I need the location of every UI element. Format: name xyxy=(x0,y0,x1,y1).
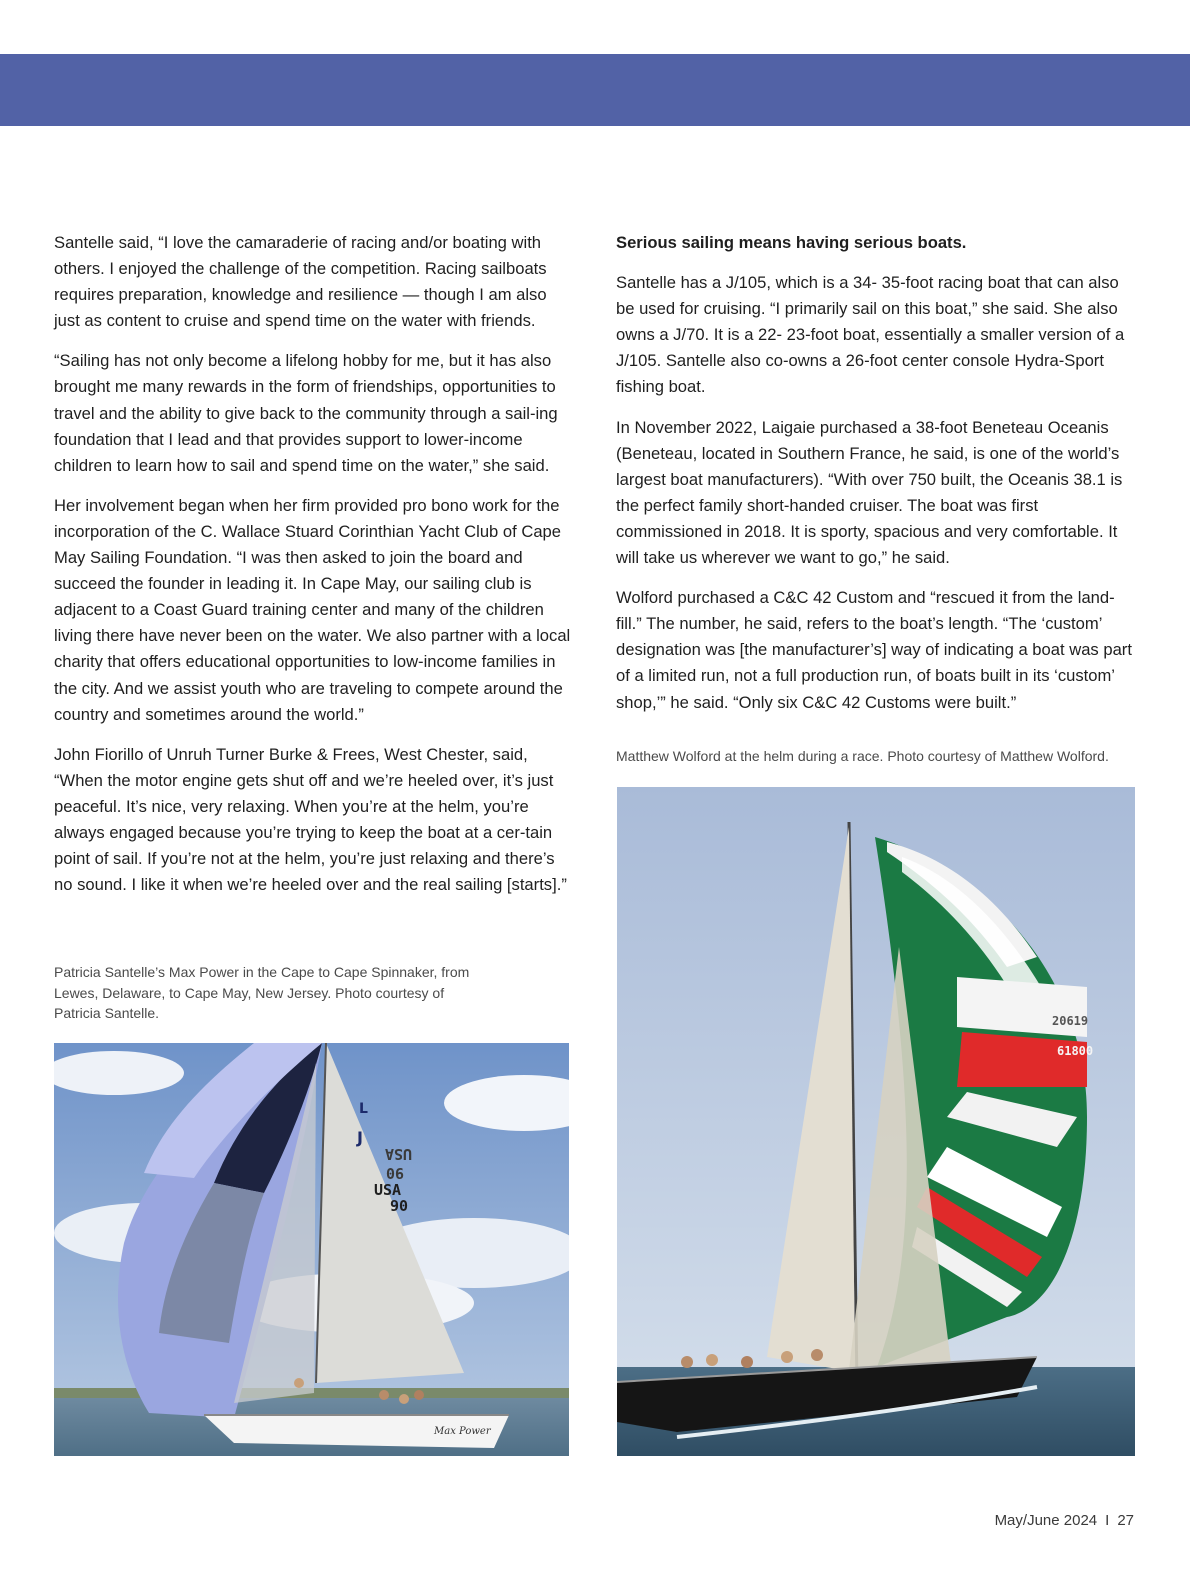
photo-wolford-sailboat xyxy=(617,787,1135,1456)
photo-caption-wolford: Matthew Wolford at the helm during a race. Photo courtesy of Matthew Wolford. xyxy=(616,748,1109,764)
photo-caption-santelle: Patricia Santelle’s Max Power in the Cape to Cape Spinnaker, from Lewes, Delaware, to Cape May, New Jersey. Photo courtesy of Patricia Santelle. xyxy=(54,964,470,1021)
header-banner xyxy=(0,54,1190,126)
article-paragraph: Wolford purchased a C&C 42 Custom and “rescued it from the land-fill.” The number, he said, refers to the boat’s length. “The ‘custom’ designation was [the manufacturer’s] way of indicating a boat was part of a limited run, not a full production run, of boats built in its ‘custom’ shop,’” he said. “Only six C&C 42 Customs were built.” xyxy=(616,588,1132,712)
page-number: 27 xyxy=(1117,1512,1134,1529)
sail-number-reverse: 90 xyxy=(385,1164,404,1182)
article-paragraph: John Fiorillo of Unruh Turner Burke & Frees, West Chester, said, “When the motor engine gets shut off and we’re heeled over, it’s just peaceful. It’s nice, very relaxing. When you’re at the helm, you’re always engaged because you’re trying to keep the boat at a cer-tain point of sail. If you’re not at the helm, you’re just relaxing and there’s no sound. I like it when we’re heeled over and the real sailing [starts].” xyxy=(54,744,567,895)
issue-date: May/June 2024 xyxy=(994,1512,1098,1529)
sail-number-reverse: USA xyxy=(384,1145,412,1163)
section-subhead: Serious sailing means having serious boats. xyxy=(616,233,967,252)
sail-number: 90 xyxy=(390,1197,409,1215)
sail-letter-j: J xyxy=(357,1128,363,1147)
article-paragraph: In November 2022, Laigaie purchased a 38-foot Beneteau Oceanis (Beneteau, located in Southern France, he said, is one of the world’s largest boat manufacturers). “With over 750 built, the Oceanis 38.1 is the perfect family short-handed cruiser. The boat was first commissioned in 2018. It is sporty, spacious and very comfortable. It will take us wherever we want to go,” he said. xyxy=(616,417,1123,568)
footer-separator: I xyxy=(1105,1512,1110,1529)
article-paragraph: Santelle has a J/105, which is a 34- 35-foot racing boat that can also be used for cruising. “I primarily sail on this boat,” she said. She also owns a J/70. It is a 22- 23-foot boat, essentially a smaller version of a J/105. Santelle also co-owns a 26-foot center console Hydra-Sport fishing boat. xyxy=(616,273,1125,397)
hull-name: Max Power xyxy=(434,1426,491,1437)
spinnaker-number: 20619 xyxy=(1052,1014,1089,1028)
left-column xyxy=(54,230,576,912)
sail-letter-l: L xyxy=(359,1101,368,1117)
sail-country: USA xyxy=(374,1181,402,1199)
spinnaker-number: 61800 xyxy=(1057,1044,1094,1058)
right-column xyxy=(616,230,1138,730)
photo-max-power-sailboat xyxy=(54,1043,569,1456)
article-paragraph: Her involvement began when her firm provided pro bono work for the incorporation of the C. Wallace Stuard Corinthian Yacht Club of Cape May Sailing Foundation. “I was then asked to join the board and succeed the founder in leading it. In Cape May, our sailing club is adjacent to a Coast Guard training center and many of the children living there have never been on the water. We also partner with a local charity that offers educational opportunities to low-income families in the city. And we assist youth who are traveling to compete around the country and sometimes around the world.” xyxy=(54,495,571,724)
article-paragraph: Santelle said, “I love the camaraderie of racing and/or boating with others. I enjoyed the challenge of the competition. Racing sailboats requires preparation, knowledge and resilience — though I am also just as content to cruise and spend time on the water with friends. xyxy=(54,233,547,331)
article-paragraph: “Sailing has not only become a lifelong hobby for me, but it has also brought me many rewards in the form of friendships, opportunities to travel and the ability to give back to the community through a sail-ing foundation that I lead and that provides support to lower-income children to learn how to sail and spend time on the water,” she said. xyxy=(54,351,558,475)
page-footer xyxy=(995,1512,1134,1529)
